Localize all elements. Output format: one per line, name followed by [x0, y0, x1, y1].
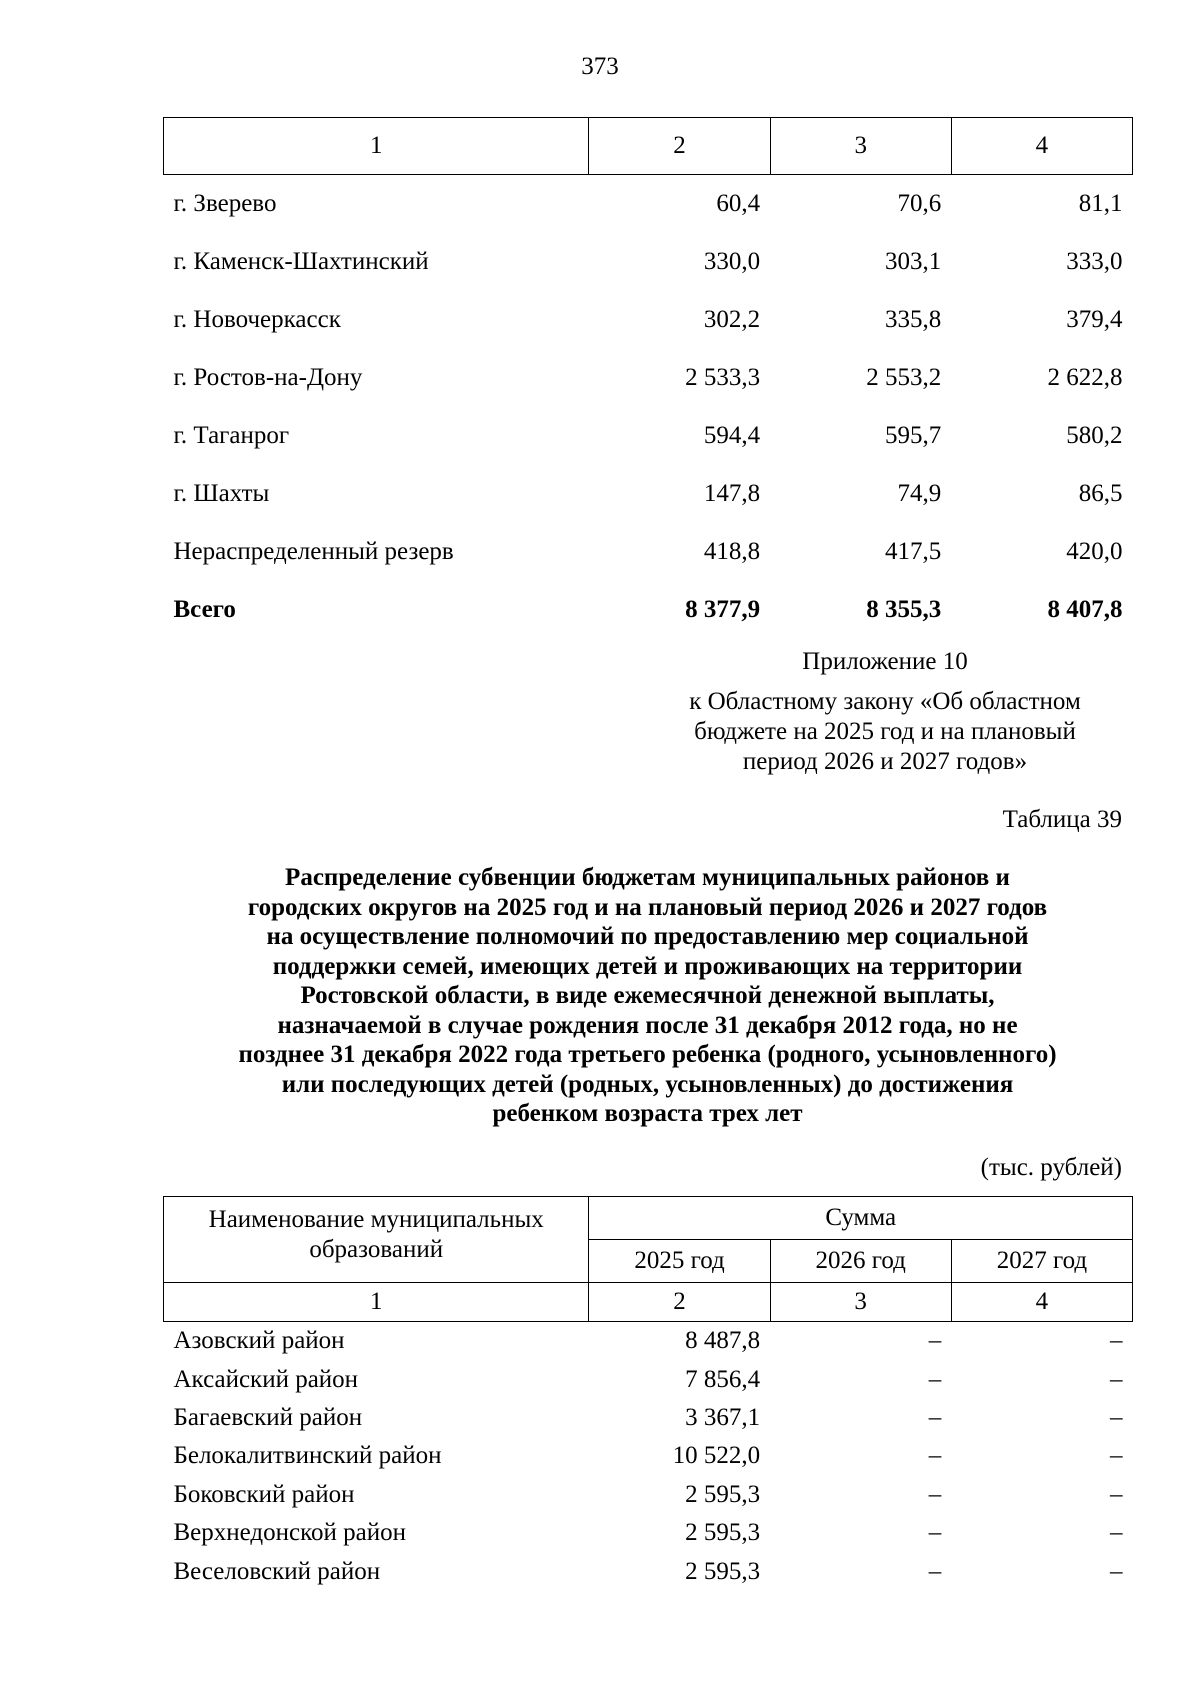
row-name: г. Новочеркасск: [173, 306, 341, 333]
year-2027-header: 2027 год: [951, 1240, 1132, 1283]
value-2025: 3 367,1: [685, 1403, 761, 1431]
value-2026: –: [928, 1480, 942, 1508]
table-row: [164, 1476, 1133, 1514]
title-line: позднее 31 декабря 2022 года третьего ребенка (родного, усыновленного): [238, 1041, 1057, 1068]
title-line: Ростовской области, в виде ежемесячной денежной выплаты,: [300, 982, 995, 1009]
sum-header: Сумма: [589, 1197, 1133, 1240]
value-2026: 335,8: [885, 306, 942, 333]
value-2025: 2 595,3: [685, 1519, 761, 1547]
value-2025: 7 856,4: [685, 1365, 761, 1393]
row-name: Верхнедонской район: [173, 1519, 406, 1547]
name-header-line: образований: [309, 1236, 444, 1263]
title-line: или последующих детей (родных, усыновленных) до достижения: [281, 1070, 1014, 1098]
value-2025: 2 595,3: [685, 1557, 761, 1585]
row-name: г. Зверево: [173, 190, 277, 217]
table-row: [164, 233, 1133, 291]
value-2026: –: [928, 1327, 942, 1355]
column-number: 1: [164, 1283, 589, 1322]
value-2027: –: [1110, 1557, 1123, 1585]
table-row: [164, 465, 1133, 523]
value-2027: –: [1110, 1403, 1123, 1431]
appendix-title: Приложение 10: [802, 648, 968, 675]
value-2026: –: [928, 1403, 942, 1431]
row-name: Аксайский район: [173, 1365, 359, 1393]
column-number-row: [164, 118, 1133, 175]
title-line: назначаемой в случае рождения после 31 декабря 2012 года, но не: [277, 1011, 1018, 1039]
value-2026: 70,6: [897, 190, 942, 217]
row-name: Нераспределенный резерв: [173, 538, 454, 565]
table-row: [164, 1514, 1133, 1552]
table-row: [164, 1437, 1133, 1475]
row-name: Боковский район: [173, 1480, 355, 1508]
value-2027: 81,1: [1078, 190, 1123, 217]
column-number-row: [164, 1283, 1133, 1322]
row-name: Багаевский район: [173, 1403, 363, 1431]
value-2025: 147,8: [703, 480, 761, 507]
value-2027: 333,0: [1066, 248, 1123, 275]
table-row: [164, 291, 1133, 349]
page-number: 373: [581, 53, 619, 80]
appendix-line: к Областному закону «Об областном: [689, 688, 1081, 715]
total-2027: 8 407,8: [1047, 596, 1123, 623]
value-2027: 420,0: [1066, 538, 1123, 565]
value-2025: 10 522,0: [672, 1442, 761, 1470]
total-label: Всего: [173, 596, 236, 623]
row-name: Веселовский район: [173, 1557, 381, 1585]
table-row: [164, 1552, 1133, 1590]
table-row: [164, 175, 1133, 234]
table-row: [164, 1399, 1133, 1437]
total-2025: 8 377,9: [685, 596, 761, 623]
value-2026: 74,9: [897, 480, 942, 507]
value-2027: –: [1110, 1480, 1123, 1508]
row-name: Азовский район: [173, 1327, 345, 1355]
value-2025: 60,4: [716, 190, 761, 217]
row-name: г. Шахты: [173, 480, 270, 507]
column-number: 2: [589, 1283, 770, 1322]
value-2027: –: [1110, 1327, 1123, 1355]
table-label: Таблица 39: [1002, 806, 1122, 833]
total-row: [164, 581, 1133, 639]
appendix-line: бюджете на 2025 год и на плановый: [694, 718, 1076, 745]
name-column-header: [164, 1197, 589, 1283]
value-2025: 330,0: [703, 248, 761, 275]
table-row: [164, 349, 1133, 407]
value-2027: 379,4: [1066, 306, 1123, 333]
value-2026: –: [928, 1365, 942, 1393]
value-2026: 303,1: [885, 248, 942, 275]
value-2027: –: [1110, 1442, 1123, 1470]
year-2025-header: 2025 год: [589, 1240, 770, 1283]
subvention-table: [163, 1196, 1133, 1591]
value-2025: 8 487,8: [685, 1327, 761, 1355]
value-2025: 418,8: [703, 538, 761, 565]
value-2026: 2 553,2: [866, 364, 942, 391]
value-2026: 595,7: [885, 422, 942, 449]
column-number: 3: [770, 118, 951, 175]
header-row: [164, 1197, 1133, 1240]
value-2027: –: [1110, 1519, 1123, 1547]
appendix-note: [645, 647, 1125, 777]
year-2026-header: 2026 год: [770, 1240, 951, 1283]
title-line: ребенком возраста трех лет: [492, 1100, 803, 1127]
title-line: городских округов на 2025 год и на плановый период 2026 и 2027 годов: [247, 893, 1048, 921]
row-name: г. Ростов-на-Дону: [173, 364, 363, 391]
table-row: [164, 1360, 1133, 1398]
total-2026: 8 355,3: [866, 596, 942, 623]
value-2026: 417,5: [885, 538, 942, 565]
value-2027: 86,5: [1078, 480, 1123, 507]
name-header-line: Наименование муниципальных: [208, 1206, 544, 1233]
document-title: [160, 863, 1135, 1129]
appendix-line: период 2026 и 2027 годов»: [742, 748, 1028, 775]
value-2025: 2 595,3: [685, 1480, 761, 1508]
column-number: 4: [951, 118, 1132, 175]
value-2025: 594,4: [703, 422, 761, 449]
continued-table: [163, 117, 1133, 639]
value-2025: 302,2: [703, 306, 761, 333]
units-label: (тыс. рублей): [980, 1154, 1122, 1181]
column-number: 1: [164, 118, 589, 175]
row-name: г. Таганрог: [173, 422, 290, 449]
row-name: г. Каменск-Шахтинский: [173, 248, 429, 275]
title-line: поддержки семей, имеющих детей и проживающих на территории: [272, 952, 1023, 980]
value-2026: –: [928, 1557, 942, 1585]
value-2025: 2 533,3: [685, 364, 761, 391]
title-line: на осуществление полномочий по предоставлению мер социальной: [266, 923, 1029, 950]
column-number: 4: [951, 1283, 1132, 1322]
column-number: 3: [770, 1283, 951, 1322]
value-2027: –: [1110, 1365, 1123, 1393]
table-row: [164, 523, 1133, 581]
column-number: 2: [589, 118, 770, 175]
title-line: Распределение субвенции бюджетам муниципальных районов и: [285, 864, 1010, 891]
table-row: [164, 407, 1133, 465]
value-2026: –: [928, 1519, 942, 1547]
value-2027: 580,2: [1066, 422, 1123, 449]
table-row: [164, 1322, 1133, 1361]
row-name: Белокалитвинский район: [173, 1442, 442, 1470]
value-2026: –: [928, 1442, 942, 1470]
value-2027: 2 622,8: [1047, 364, 1123, 391]
